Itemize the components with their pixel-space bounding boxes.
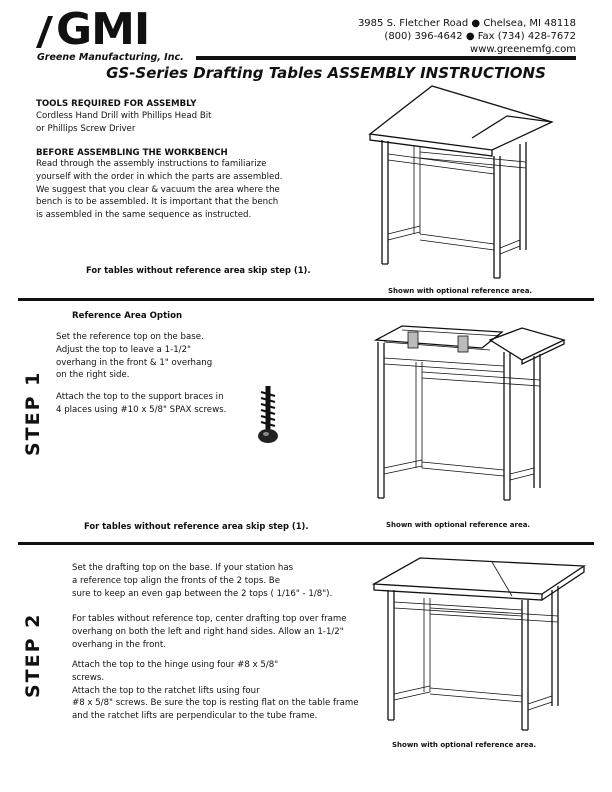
header-rule [196,56,576,60]
reference-area-illustration [372,318,572,508]
section-divider-2 [18,542,594,545]
flat-table-illustration [372,554,586,734]
before-text: Read through the assembly instructions to familiarize yourself with the order in which the parts are assembled. We suggest that you clear & vacuum the area where the bench is to be assembled. It is important that the bench is assembled in the same sequence as instructed. [36,159,283,221]
step-1-label: STEP 1 [22,370,44,456]
gmi-logo-icon [34,14,54,50]
step-1-caption: Shown with optional reference area. [386,521,531,529]
screw-icon [256,384,280,446]
section-divider [18,298,594,301]
step-1-text-attach: Attach the top to the support braces in 4 places using #10 x 5/8" SPAX screws. [56,392,227,415]
step-2-text-center: For tables without reference top, center drafting top over frame overhang on both the left and right hand sides. Allow an 1-1/2" overhang in the front. [72,614,347,650]
skip-note: For tables without reference area skip step (1). [86,265,311,275]
before-heading: BEFORE ASSEMBLING THE WORKBENCH [36,148,228,158]
step-1-skip-note: For tables without reference area skip step (1). [84,521,309,531]
company-phone: (800) 396-4642 ● Fax (734) 428-7672 [384,31,576,42]
step-2-text-attach: Attach the top to the hinge using four #8 x 5/8" screws. Attach the top to the ratchet lifts using four #8 x 5/8" screws. Be sure the top is resting flat on the table frame and the ratchet lifts are perpendicular to the tube frame. [72,660,359,722]
figure-caption: Shown with optional reference area. [388,287,533,295]
step-1-heading: Reference Area Option [72,311,183,321]
company-name: Greene Manufacturing, Inc. [37,52,184,63]
company-address: 3985 S. Fletcher Road ● Chelsea, MI 48118 [357,18,576,29]
step-1-text: Set the reference top on the base. Adjust the top to leave a 1-1/2" overhang in the front & 1" overhang on the right side. [56,332,213,381]
step-2-caption: Shown with optional reference area. [392,741,537,749]
company-logo: GMI [56,4,150,55]
tools-heading: TOOLS REQUIRED FOR ASSEMBLY [36,99,197,109]
tools-text: Cordless Hand Drill with Phillips Head Bit or Phillips Screw Driver [36,111,212,134]
drafting-table-illustration [362,84,562,284]
page-title: GS-Series Drafting Tables ASSEMBLY INSTRUCTIONS [106,64,546,82]
company-web: www.greenemfg.com [470,44,576,55]
step-2-text: Set the drafting top on the base. If your station has a reference top align the fronts of the 2 tops. Be sure to keep an even gap between the 2 tops ( 1/16" - 1/8"). [72,563,333,599]
step-2-label: STEP 2 [22,612,44,698]
